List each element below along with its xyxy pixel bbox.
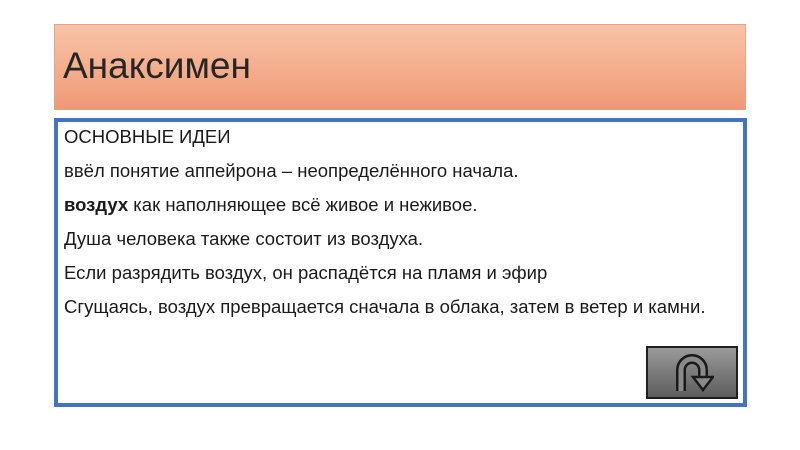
content-box bbox=[54, 118, 747, 407]
idea-line-3: Душа человека также состоит из воздуха. bbox=[64, 228, 424, 249]
idea-line-4: Если разрядить воздух, он распадётся на пламя и эфир bbox=[64, 262, 548, 283]
idea-line-2-rest: как наполняющее всё живое и неживое. bbox=[128, 194, 478, 215]
u-turn-arrow-icon bbox=[670, 353, 714, 393]
return-button[interactable] bbox=[646, 346, 738, 399]
idea-line-5: Сгущаясь, воздух превращается сначала в облака, затем в ветер и камни. bbox=[64, 296, 706, 317]
slide-title: Анаксимен bbox=[63, 45, 251, 86]
title-bar bbox=[54, 24, 746, 110]
idea-line-1: ввёл понятие аппейрона – неопределённого начала. bbox=[64, 160, 519, 181]
idea-line-2-bold: воздух bbox=[64, 194, 129, 215]
idea-line-2 bbox=[64, 193, 724, 216]
ideas-heading: ОСНОВНЫЕ ИДЕИ bbox=[64, 126, 231, 147]
content-text bbox=[64, 125, 724, 329]
